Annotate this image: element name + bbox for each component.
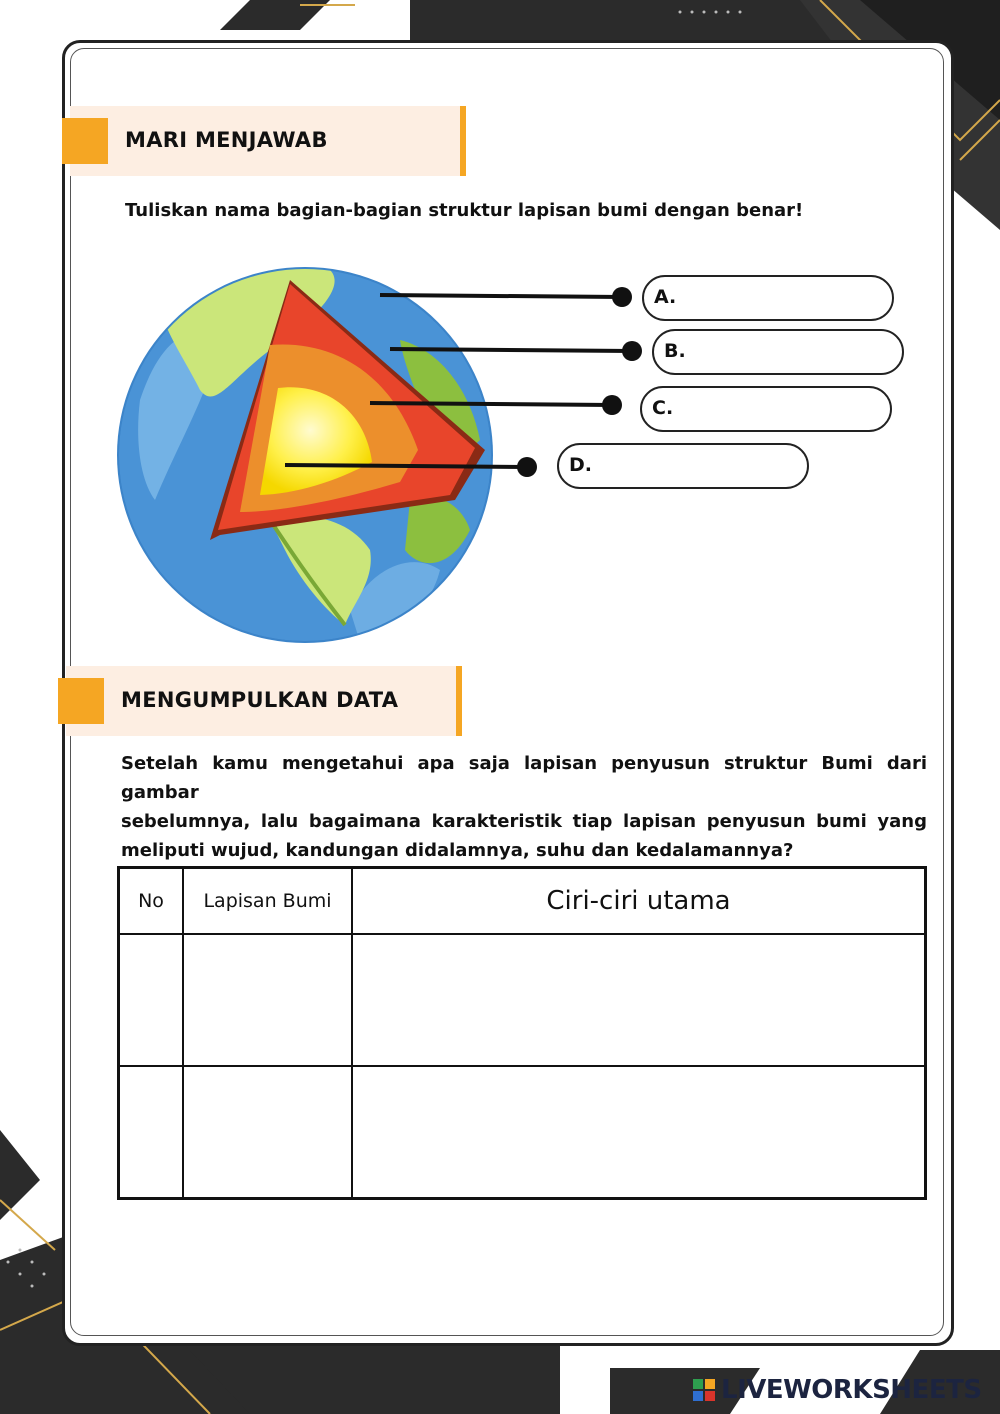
table-cell-ciri[interactable] [352, 1066, 926, 1199]
instruction-characteristics [121, 749, 927, 865]
answer-field-c[interactable] [640, 386, 892, 432]
section-title-mengumpulkan-data: MENGUMPULKAN DATA [121, 688, 399, 712]
leader-lines [0, 0, 1000, 520]
table-cell-no[interactable] [119, 934, 184, 1066]
answer-label-d: D. [569, 454, 592, 476]
table-row [119, 934, 926, 1066]
instruction-line: sebelumnya, lalu bagaimana karakteristik tiap lapisan penyusun bumi yang [121, 811, 927, 832]
liveworksheets-logo [693, 1376, 982, 1404]
layers-characteristics-table [117, 866, 927, 1200]
table-cell-lapisan[interactable] [183, 934, 352, 1066]
logo-mark-icon [693, 1379, 715, 1401]
answer-label-c: C. [652, 397, 674, 419]
table-row [119, 1066, 926, 1199]
table-cell-lapisan[interactable] [183, 1066, 352, 1199]
answer-label-a: A. [654, 286, 677, 308]
answer-field-a[interactable] [642, 275, 894, 321]
instruction-label-layers: Tuliskan nama bagian-bagian struktur lapisan bumi dengan benar! [125, 200, 804, 221]
section-header-tab [58, 678, 104, 724]
section-title-mari-menjawab: MARI MENJAWAB [125, 128, 328, 152]
logo-text: LIVEWORKSHEETS [721, 1375, 982, 1405]
table-header-row [119, 868, 926, 935]
table-header-lapisan: Lapisan Bumi [183, 868, 352, 935]
table-cell-ciri[interactable] [352, 934, 926, 1066]
table-cell-no[interactable] [119, 1066, 184, 1199]
answer-label-b: B. [664, 340, 686, 362]
instruction-line: Setelah kamu mengetahui apa saja lapisan penyusun struktur Bumi dari gambar [121, 753, 927, 803]
table-header-ciri: Ciri-ciri utama [352, 868, 926, 935]
table-header-no: No [119, 868, 184, 935]
answer-field-d[interactable] [557, 443, 809, 489]
instruction-line: meliputi wujud, kandungan didalamnya, suhu dan kedalamannya? [121, 840, 794, 861]
answer-field-b[interactable] [652, 329, 904, 375]
